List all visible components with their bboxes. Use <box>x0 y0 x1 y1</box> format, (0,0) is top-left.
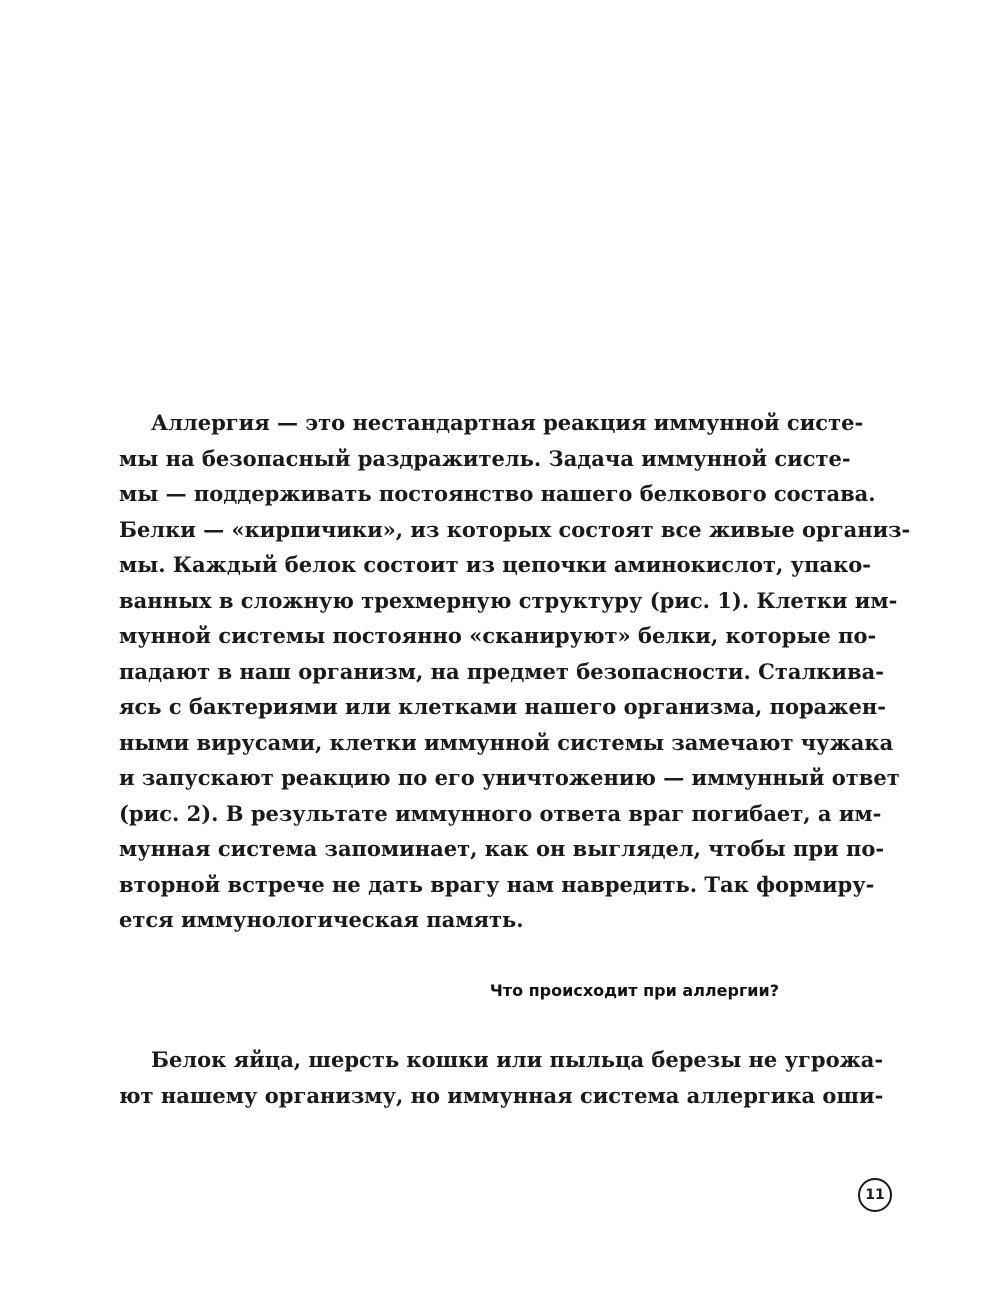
paragraph-line: мунной системы постоянно «сканируют» белки, которые по- <box>119 623 877 648</box>
paragraph-line: ванных в сложную трехмерную структуру (рис. 1). Клетки им- <box>119 587 898 613</box>
paragraph-line: падают в наш организм, на предмет безопасности. Сталкива- <box>119 658 884 684</box>
paragraph-line: мы. Каждый белок состоит из цепочки аминокислот, упако- <box>119 552 871 577</box>
paragraph-line: мы — поддерживать постоянство нашего белкового состава. <box>119 481 876 506</box>
paragraph-line: ясь с бактериями или клетками нашего организма, поражен- <box>119 694 886 719</box>
paragraph-line: Белок яйца, шерсть кошки или пыльца березы не угрожа- <box>151 1047 884 1072</box>
page-number: 11 <box>865 1187 885 1203</box>
paragraph-line: ными вирусами, клетки иммунной системы замечают чужака <box>119 729 894 755</box>
paragraph-line: мунная система запоминает, как он выглядел, чтобы при по- <box>119 836 885 861</box>
paragraph-main <box>119 405 911 938</box>
paragraph-line: вторной встрече не дать врагу нам навредить. Так формиру- <box>119 871 875 897</box>
page-number-badge <box>858 1178 892 1212</box>
paragraph-line: ют нашему организму, но иммунная система аллергика оши- <box>119 1082 884 1108</box>
section-heading: Что происходит при аллергии? <box>489 981 779 1000</box>
paragraph-line: Аллергия — это нестандартная реакция иммунной систе- <box>151 410 864 435</box>
paragraph-line: и запускают реакцию по его уничтожению — иммунный ответ <box>119 765 900 790</box>
paragraph-line: Белки — «кирпичики», из которых состоят все живые организ- <box>119 516 911 542</box>
paragraph-line: ется иммунологическая память. <box>119 907 524 932</box>
paragraph-line: мы на безопасный раздражитель. Задача иммунной систе- <box>119 445 851 471</box>
paragraph-second <box>119 1042 884 1113</box>
paragraph-line: (рис. 2). В результате иммунного ответа враг погибает, а им- <box>119 800 882 826</box>
